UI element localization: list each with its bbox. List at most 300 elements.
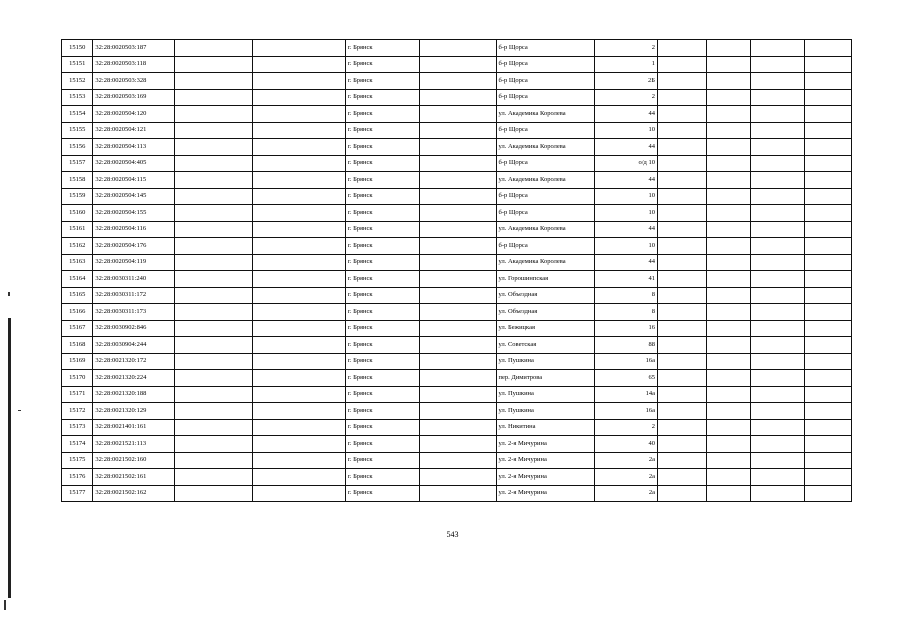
table-cell: 32:28:0020504:145 bbox=[93, 188, 174, 205]
table-cell: 15175 bbox=[62, 452, 93, 469]
table-cell bbox=[706, 386, 750, 403]
table-cell: г. Брянск bbox=[345, 403, 419, 420]
table-cell: 2а bbox=[595, 485, 658, 502]
table-cell: г. Брянск bbox=[345, 469, 419, 486]
table-cell bbox=[174, 452, 252, 469]
table-cell: 10 bbox=[595, 238, 658, 255]
table-cell bbox=[174, 89, 252, 106]
table-cell: б-р Щорса bbox=[496, 89, 595, 106]
table-cell bbox=[706, 205, 750, 222]
table-cell: ул. Академика Королева bbox=[496, 254, 595, 271]
table-cell: ул. 2-я Мичурина bbox=[496, 469, 595, 486]
table-cell: 15153 bbox=[62, 89, 93, 106]
table-cell bbox=[657, 469, 706, 486]
table-cell bbox=[751, 139, 805, 156]
table-cell bbox=[419, 139, 496, 156]
table-cell: 32:28:0021521:113 bbox=[93, 436, 174, 453]
table-cell: 15166 bbox=[62, 304, 93, 321]
table-cell: 14а bbox=[595, 386, 658, 403]
table-cell bbox=[706, 254, 750, 271]
table-cell: 32:28:0020504:119 bbox=[93, 254, 174, 271]
table-cell bbox=[252, 122, 345, 139]
table-cell: 32:28:0020503:118 bbox=[93, 56, 174, 73]
table-row bbox=[62, 353, 852, 370]
table-cell bbox=[174, 139, 252, 156]
table-cell bbox=[751, 221, 805, 238]
table-cell bbox=[706, 320, 750, 337]
table-cell bbox=[419, 419, 496, 436]
table-cell bbox=[252, 386, 345, 403]
table-cell: 15172 bbox=[62, 403, 93, 420]
table-cell: 32:28:0020503:169 bbox=[93, 89, 174, 106]
table-cell: г. Брянск bbox=[345, 370, 419, 387]
table-cell: 44 bbox=[595, 106, 658, 123]
table-cell: 15176 bbox=[62, 469, 93, 486]
table-cell bbox=[419, 254, 496, 271]
table-row bbox=[62, 271, 852, 288]
table-cell: г. Брянск bbox=[345, 172, 419, 189]
table-cell bbox=[805, 452, 852, 469]
table-cell bbox=[657, 89, 706, 106]
table-row bbox=[62, 172, 852, 189]
table-row bbox=[62, 155, 852, 172]
table-cell bbox=[252, 287, 345, 304]
scan-speck bbox=[18, 410, 21, 411]
table-cell bbox=[805, 436, 852, 453]
table-cell bbox=[751, 436, 805, 453]
table-cell bbox=[174, 337, 252, 354]
scan-edge-mark bbox=[8, 318, 11, 598]
table-cell bbox=[419, 320, 496, 337]
table-cell bbox=[751, 353, 805, 370]
table-cell: 15163 bbox=[62, 254, 93, 271]
table-cell bbox=[751, 419, 805, 436]
table-cell: г. Брянск bbox=[345, 485, 419, 502]
table-cell bbox=[805, 370, 852, 387]
table-cell bbox=[706, 337, 750, 354]
table-cell: г. Брянск bbox=[345, 320, 419, 337]
table-cell bbox=[252, 403, 345, 420]
table-cell bbox=[706, 56, 750, 73]
table-cell: пер. Димитрова bbox=[496, 370, 595, 387]
table-cell bbox=[751, 469, 805, 486]
table-row bbox=[62, 320, 852, 337]
table-cell bbox=[751, 73, 805, 90]
table-cell: б-р Щорса bbox=[496, 122, 595, 139]
table-cell bbox=[657, 287, 706, 304]
table-cell bbox=[805, 73, 852, 90]
table-cell bbox=[419, 436, 496, 453]
table-cell bbox=[419, 106, 496, 123]
table-cell: 44 bbox=[595, 172, 658, 189]
table-cell: 15170 bbox=[62, 370, 93, 387]
table-cell bbox=[252, 205, 345, 222]
table-cell bbox=[252, 436, 345, 453]
table-cell: г. Брянск bbox=[345, 254, 419, 271]
table-cell bbox=[657, 304, 706, 321]
table-cell bbox=[174, 40, 252, 57]
table-cell: 44 bbox=[595, 254, 658, 271]
table-cell: 15171 bbox=[62, 386, 93, 403]
table-cell: 32:28:0020504:120 bbox=[93, 106, 174, 123]
table-cell: г. Брянск bbox=[345, 89, 419, 106]
table-cell: 2а bbox=[595, 469, 658, 486]
table-cell bbox=[751, 386, 805, 403]
table-cell: б-р Щорса bbox=[496, 40, 595, 57]
table-cell bbox=[805, 419, 852, 436]
table-cell bbox=[252, 271, 345, 288]
table-cell bbox=[706, 353, 750, 370]
table-cell bbox=[174, 485, 252, 502]
table-cell: ул. 2-я Мичурина bbox=[496, 436, 595, 453]
table-cell bbox=[252, 40, 345, 57]
table-cell: 65 bbox=[595, 370, 658, 387]
table-row bbox=[62, 56, 852, 73]
table-cell: ул. Советская bbox=[496, 337, 595, 354]
table-cell bbox=[252, 89, 345, 106]
table-cell bbox=[805, 139, 852, 156]
table-cell: о/д 10 bbox=[595, 155, 658, 172]
table-cell bbox=[419, 56, 496, 73]
table-row bbox=[62, 419, 852, 436]
table-cell: г. Брянск bbox=[345, 56, 419, 73]
table-cell bbox=[805, 155, 852, 172]
table-row bbox=[62, 73, 852, 90]
table-cell: б-р Щорса bbox=[496, 238, 595, 255]
table-cell bbox=[706, 469, 750, 486]
table-row bbox=[62, 469, 852, 486]
table-cell bbox=[805, 221, 852, 238]
scan-speck bbox=[8, 292, 10, 296]
table-cell bbox=[174, 287, 252, 304]
table-cell bbox=[419, 73, 496, 90]
table-cell bbox=[657, 139, 706, 156]
table-cell bbox=[751, 452, 805, 469]
table-cell: 15169 bbox=[62, 353, 93, 370]
table-cell bbox=[751, 122, 805, 139]
table-cell bbox=[252, 139, 345, 156]
table-cell bbox=[706, 122, 750, 139]
table-cell bbox=[805, 172, 852, 189]
table-cell bbox=[706, 287, 750, 304]
table-cell bbox=[751, 485, 805, 502]
table-cell: 40 bbox=[595, 436, 658, 453]
table-cell bbox=[751, 205, 805, 222]
table-cell bbox=[174, 419, 252, 436]
table-cell bbox=[252, 106, 345, 123]
table-cell: 16а bbox=[595, 353, 658, 370]
table-cell bbox=[751, 238, 805, 255]
table-cell bbox=[419, 238, 496, 255]
table-cell bbox=[751, 172, 805, 189]
table-cell bbox=[805, 106, 852, 123]
table-row bbox=[62, 337, 852, 354]
table-cell: 32:28:0030904:244 bbox=[93, 337, 174, 354]
table-cell bbox=[419, 172, 496, 189]
table-cell: 15156 bbox=[62, 139, 93, 156]
table-row bbox=[62, 386, 852, 403]
table-cell: г. Брянск bbox=[345, 139, 419, 156]
table-cell bbox=[174, 205, 252, 222]
table-cell: ул. Объездная bbox=[496, 304, 595, 321]
table-cell: ул. Пушкина bbox=[496, 403, 595, 420]
table-cell bbox=[751, 320, 805, 337]
table-row bbox=[62, 370, 852, 387]
table-cell bbox=[252, 419, 345, 436]
table-cell: 15164 bbox=[62, 271, 93, 288]
table-cell bbox=[657, 452, 706, 469]
table-cell bbox=[419, 452, 496, 469]
table-cell bbox=[174, 436, 252, 453]
table-cell bbox=[252, 73, 345, 90]
table-cell bbox=[657, 73, 706, 90]
table-cell: г. Брянск bbox=[345, 188, 419, 205]
table-cell bbox=[657, 56, 706, 73]
table-cell: г. Брянск bbox=[345, 40, 419, 57]
table-cell: г. Брянск bbox=[345, 287, 419, 304]
table-row bbox=[62, 238, 852, 255]
table-cell: 15150 bbox=[62, 40, 93, 57]
table-cell: ул. Пушкина bbox=[496, 353, 595, 370]
table-cell bbox=[419, 386, 496, 403]
table-cell: ул. Академика Королева bbox=[496, 106, 595, 123]
table-cell bbox=[174, 188, 252, 205]
table-cell: 15157 bbox=[62, 155, 93, 172]
table-cell: 15174 bbox=[62, 436, 93, 453]
table-cell bbox=[805, 205, 852, 222]
table-cell bbox=[657, 188, 706, 205]
table-cell bbox=[252, 172, 345, 189]
table-cell: 15161 bbox=[62, 221, 93, 238]
table-cell bbox=[805, 287, 852, 304]
table-cell bbox=[751, 188, 805, 205]
table-cell: 32:28:0021502:161 bbox=[93, 469, 174, 486]
table-cell: 41 bbox=[595, 271, 658, 288]
table-cell: 32:28:0020504:113 bbox=[93, 139, 174, 156]
table-cell bbox=[805, 254, 852, 271]
table-cell bbox=[751, 337, 805, 354]
table-cell bbox=[252, 370, 345, 387]
table-cell bbox=[174, 73, 252, 90]
table-cell bbox=[252, 485, 345, 502]
table-cell bbox=[174, 353, 252, 370]
property-register-table bbox=[61, 39, 852, 502]
table-cell bbox=[751, 254, 805, 271]
table-cell bbox=[751, 287, 805, 304]
table-cell bbox=[252, 337, 345, 354]
table-cell: 32:28:0020504:176 bbox=[93, 238, 174, 255]
table-cell: 16 bbox=[595, 320, 658, 337]
table-cell: 44 bbox=[595, 139, 658, 156]
table-cell bbox=[805, 353, 852, 370]
table-cell bbox=[657, 40, 706, 57]
table-cell: г. Брянск bbox=[345, 221, 419, 238]
table-cell: г. Брянск bbox=[345, 353, 419, 370]
table-cell: 15168 bbox=[62, 337, 93, 354]
table-cell: 32:28:0020504:115 bbox=[93, 172, 174, 189]
table-cell: ул. 2-я Мичурина bbox=[496, 452, 595, 469]
table-cell bbox=[751, 40, 805, 57]
table-body bbox=[62, 40, 852, 502]
table-cell: 15160 bbox=[62, 205, 93, 222]
table-cell bbox=[174, 238, 252, 255]
table-cell bbox=[419, 353, 496, 370]
table-row bbox=[62, 436, 852, 453]
table-cell bbox=[419, 271, 496, 288]
table-cell bbox=[706, 40, 750, 57]
table-cell: 15167 bbox=[62, 320, 93, 337]
table-cell bbox=[805, 238, 852, 255]
table-cell: 32:28:0020504:155 bbox=[93, 205, 174, 222]
table-row bbox=[62, 403, 852, 420]
table-cell: 32:28:0030311:173 bbox=[93, 304, 174, 321]
table-cell bbox=[252, 221, 345, 238]
table-cell: б-р Щорса bbox=[496, 205, 595, 222]
table-cell: 32:28:0021401:161 bbox=[93, 419, 174, 436]
table-cell bbox=[706, 419, 750, 436]
table-cell bbox=[419, 221, 496, 238]
table-cell bbox=[657, 172, 706, 189]
table-cell bbox=[657, 386, 706, 403]
table-cell bbox=[174, 172, 252, 189]
table-cell bbox=[751, 271, 805, 288]
table-cell bbox=[252, 254, 345, 271]
table-cell bbox=[252, 353, 345, 370]
table-cell: г. Брянск bbox=[345, 452, 419, 469]
table-cell: 15159 bbox=[62, 188, 93, 205]
table-cell bbox=[174, 403, 252, 420]
page-number: 543 bbox=[446, 530, 459, 539]
table-cell bbox=[805, 403, 852, 420]
table-cell bbox=[419, 89, 496, 106]
table-cell bbox=[252, 238, 345, 255]
table-row bbox=[62, 106, 852, 123]
table-row bbox=[62, 40, 852, 57]
table-cell bbox=[657, 353, 706, 370]
table-cell: б-р Щорса bbox=[496, 188, 595, 205]
table-cell: 32:28:0021320:172 bbox=[93, 353, 174, 370]
table-cell bbox=[174, 304, 252, 321]
table-cell bbox=[657, 370, 706, 387]
table-cell bbox=[419, 188, 496, 205]
table-cell bbox=[706, 221, 750, 238]
table-cell bbox=[252, 56, 345, 73]
table-cell: 15158 bbox=[62, 172, 93, 189]
table-cell: 8 bbox=[595, 304, 658, 321]
table-cell: ул. Пушкина bbox=[496, 386, 595, 403]
table-cell bbox=[419, 155, 496, 172]
table-cell: 32:28:0020504:405 bbox=[93, 155, 174, 172]
table-cell bbox=[419, 403, 496, 420]
table-cell: 15165 bbox=[62, 287, 93, 304]
table-cell: 32:28:0021502:162 bbox=[93, 485, 174, 502]
table-cell: 2а bbox=[595, 452, 658, 469]
table-cell: 32:28:0021502:160 bbox=[93, 452, 174, 469]
table-cell bbox=[751, 304, 805, 321]
table-cell: ул. Никитина bbox=[496, 419, 595, 436]
table-cell bbox=[751, 370, 805, 387]
table-cell bbox=[751, 155, 805, 172]
table-cell bbox=[657, 254, 706, 271]
table-cell: ул. Горошинпская bbox=[496, 271, 595, 288]
table-cell bbox=[805, 40, 852, 57]
table-cell bbox=[252, 469, 345, 486]
table-cell: 15151 bbox=[62, 56, 93, 73]
table-row bbox=[62, 139, 852, 156]
table-cell: 32:28:0020503:187 bbox=[93, 40, 174, 57]
table-cell: 32:28:0030311:172 bbox=[93, 287, 174, 304]
table-cell bbox=[805, 304, 852, 321]
table-row bbox=[62, 205, 852, 222]
table-cell bbox=[706, 238, 750, 255]
table-cell bbox=[419, 469, 496, 486]
table-cell bbox=[805, 271, 852, 288]
table-cell bbox=[174, 56, 252, 73]
table-cell bbox=[805, 337, 852, 354]
table-cell: 1 bbox=[595, 56, 658, 73]
table-cell bbox=[751, 89, 805, 106]
table-cell: г. Брянск bbox=[345, 304, 419, 321]
table-cell: 15154 bbox=[62, 106, 93, 123]
table-cell bbox=[706, 403, 750, 420]
table-cell: 10 bbox=[595, 205, 658, 222]
table-cell bbox=[174, 386, 252, 403]
table-cell: г. Брянск bbox=[345, 155, 419, 172]
table-cell: 8 bbox=[595, 287, 658, 304]
table-cell bbox=[805, 469, 852, 486]
table-cell bbox=[657, 271, 706, 288]
table-cell: б-р Щорса bbox=[496, 155, 595, 172]
table-cell: 15155 bbox=[62, 122, 93, 139]
table-cell bbox=[419, 287, 496, 304]
table-cell bbox=[174, 320, 252, 337]
table-cell: г. Брянск bbox=[345, 73, 419, 90]
table-cell bbox=[174, 155, 252, 172]
table-row bbox=[62, 221, 852, 238]
table-cell bbox=[706, 436, 750, 453]
table-cell: ул. Академика Королева bbox=[496, 139, 595, 156]
table-cell bbox=[706, 485, 750, 502]
table-cell bbox=[252, 188, 345, 205]
table-cell bbox=[805, 56, 852, 73]
table-cell: б-р Щорса bbox=[496, 56, 595, 73]
table-cell: г. Брянск bbox=[345, 436, 419, 453]
table-cell bbox=[174, 271, 252, 288]
table-cell bbox=[706, 452, 750, 469]
table-cell: 15173 bbox=[62, 419, 93, 436]
scan-speck bbox=[4, 600, 6, 610]
table-cell bbox=[419, 122, 496, 139]
table-row bbox=[62, 188, 852, 205]
table-cell: г. Брянск bbox=[345, 238, 419, 255]
table-cell: 15177 bbox=[62, 485, 93, 502]
table-row bbox=[62, 287, 852, 304]
table-cell bbox=[706, 139, 750, 156]
table-cell bbox=[174, 370, 252, 387]
table-cell: 32:28:0021320:224 bbox=[93, 370, 174, 387]
table-cell bbox=[174, 106, 252, 123]
table-cell: 44 bbox=[595, 221, 658, 238]
table-cell: 15162 bbox=[62, 238, 93, 255]
table-cell: 32:28:0030902:846 bbox=[93, 320, 174, 337]
table-cell bbox=[174, 122, 252, 139]
table-cell bbox=[252, 320, 345, 337]
table-cell: г. Брянск bbox=[345, 271, 419, 288]
table-cell: 2 bbox=[595, 89, 658, 106]
table-cell bbox=[657, 205, 706, 222]
table-row bbox=[62, 122, 852, 139]
table-cell bbox=[419, 370, 496, 387]
